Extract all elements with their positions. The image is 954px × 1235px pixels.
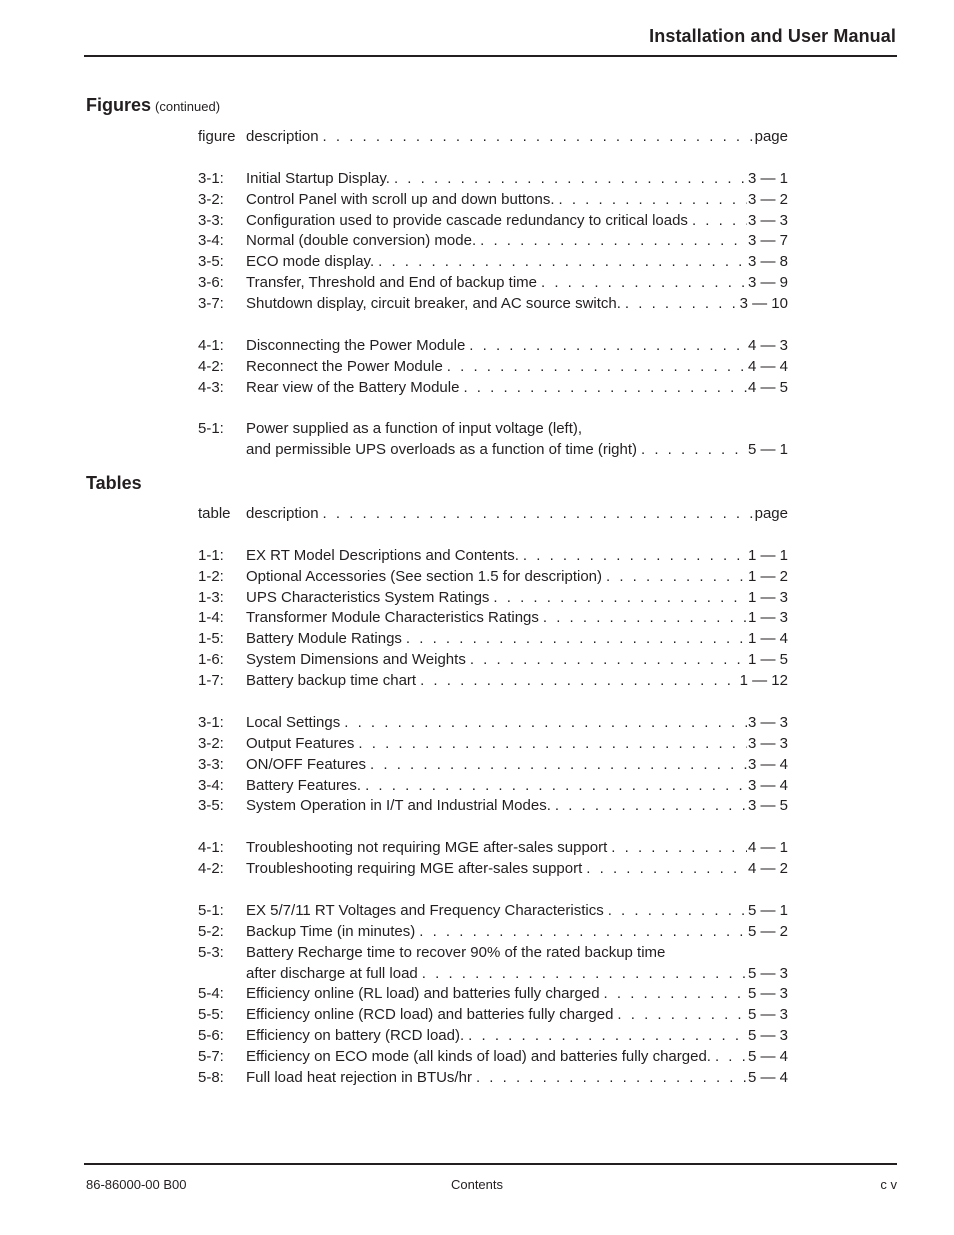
dot-leader [480, 231, 747, 252]
entry-description: Efficiency online (RCD load) and batteries fully charged [246, 1006, 614, 1024]
entry-number: 4-1: [198, 336, 224, 354]
dot-leader [419, 922, 747, 943]
group-spacer [198, 525, 788, 546]
entry-fill [246, 169, 748, 190]
toc-entry [198, 796, 788, 817]
dot-leader [586, 859, 747, 880]
entry-number: 1-2: [198, 567, 224, 585]
entry-number: 5-2: [198, 922, 224, 940]
toc-entry [198, 1005, 788, 1026]
entry-page: 3 — 4 [747, 776, 788, 794]
figures-title: Figures [86, 95, 152, 115]
entry-page: 3 — 5 [747, 797, 788, 815]
entry-page: 3 — 1 [747, 169, 788, 187]
entry-fill [246, 964, 748, 985]
entry-page: 3 — 10 [739, 295, 788, 313]
entry-page: 5 — 3 [747, 1006, 788, 1024]
entry-number: 3-6: [198, 274, 224, 292]
entry-description: Efficiency on battery (RCD load). [246, 1027, 465, 1045]
entry-fill [246, 1068, 748, 1089]
entry-fill [246, 190, 748, 211]
dot-leader [358, 734, 747, 755]
toc-entry [198, 734, 788, 755]
entry-page: 1 — 3 [747, 609, 788, 627]
entry-fill [246, 378, 748, 399]
entry-page: 4 — 3 [747, 336, 788, 354]
entry-fill [246, 755, 748, 776]
entry-description: EX 5/7/11 RT Voltages and Frequency Characteristics [246, 901, 604, 919]
entry-number: 1-5: [198, 630, 224, 648]
footer-section: Contents [450, 1177, 504, 1192]
entry-page: 4 — 4 [747, 357, 788, 375]
entry-description: Power supplied as a function of input voltage (left), [246, 420, 583, 438]
toc-entry [198, 546, 788, 567]
figures-subtitle: (continued) [155, 99, 221, 114]
entry-description: Battery backup time chart [246, 672, 417, 690]
entry-description: Configuration used to provide cascade redundancy to critical loads [246, 211, 688, 229]
column-header-fill [246, 504, 755, 525]
entry-fill [246, 796, 748, 817]
entry-number: 3-5: [198, 797, 224, 815]
entry-page: 3 — 9 [747, 274, 788, 292]
entry-page: 1 — 12 [739, 672, 788, 690]
entry-fill [246, 294, 740, 315]
toc-entry [198, 713, 788, 734]
entry-page: 3 — 7 [747, 232, 788, 250]
entry-number: 5-4: [198, 985, 224, 1003]
entry-fill [246, 629, 748, 650]
entry-number: 5-3: [198, 943, 224, 961]
dot-leader [541, 273, 747, 294]
toc-entry [198, 419, 788, 440]
entry-page: 4 — 1 [747, 839, 788, 857]
entry-page: 3 — 3 [747, 713, 788, 731]
entry-fill [246, 1026, 748, 1047]
column-number-label: table [198, 505, 231, 522]
dot-leader [523, 546, 747, 567]
entry-page: 5 — 3 [747, 964, 788, 982]
entry-description: Disconnecting the Power Module [246, 336, 466, 354]
group-spacer [198, 148, 788, 169]
entry-fill [246, 671, 740, 692]
entry-fill [246, 1005, 748, 1026]
entry-fill [246, 859, 748, 880]
toc-entry [198, 190, 788, 211]
column-page-label: page [754, 128, 788, 145]
entry-description: System Dimensions and Weights [246, 651, 466, 669]
toc-entry [198, 650, 788, 671]
entry-number: 3-5: [198, 253, 224, 271]
entry-page: 5 — 4 [747, 1048, 788, 1066]
dot-leader [422, 964, 747, 985]
entry-number: 4-2: [198, 860, 224, 878]
entry-fill [246, 440, 748, 461]
dot-leader [715, 1047, 747, 1068]
entry-description: Optional Accessories (See section 1.5 for description) [246, 567, 603, 585]
entry-number: 5-1: [198, 901, 224, 919]
entry-page: 4 — 2 [747, 860, 788, 878]
toc-entry [198, 273, 788, 294]
toc-entry [198, 588, 788, 609]
entry-fill [246, 588, 748, 609]
dot-leader [323, 504, 754, 525]
toc-entry [198, 336, 788, 357]
entry-number: 3-2: [198, 190, 224, 208]
entry-description: EX RT Model Descriptions and Contents. [246, 546, 519, 564]
dot-leader [420, 671, 739, 692]
dot-leader [476, 1068, 747, 1089]
entry-fill [246, 336, 748, 357]
entry-page: 5 — 4 [747, 1069, 788, 1087]
dot-leader [604, 984, 747, 1005]
dot-leader [555, 796, 747, 817]
entry-number: 3-2: [198, 734, 224, 752]
entry-description-continued: and permissible UPS overloads as a function of time (right) [246, 441, 638, 459]
dot-leader [606, 567, 747, 588]
toc-entry [198, 943, 788, 964]
entry-page: 5 — 1 [747, 441, 788, 459]
toc-column-header [198, 504, 788, 525]
entry-page: 3 — 3 [747, 211, 788, 229]
entry-number: 1-1: [198, 546, 224, 564]
entry-description: Transformer Module Characteristics Ratings [246, 609, 539, 627]
entry-fill [246, 608, 748, 629]
entry-description: Efficiency online (RL load) and batteries fully charged [246, 985, 600, 1003]
entry-number: 1-7: [198, 672, 224, 690]
entry-page: 5 — 3 [747, 985, 788, 1003]
entry-number: 1-4: [198, 609, 224, 627]
dot-leader [378, 252, 747, 273]
dot-leader [493, 588, 747, 609]
entry-description-continued: after discharge at full load [246, 964, 418, 982]
entry-page: 1 — 3 [747, 588, 788, 606]
toc-entry-continued [198, 440, 788, 461]
entry-number: 1-3: [198, 588, 224, 606]
dot-leader [692, 211, 747, 232]
toc-entry [198, 211, 788, 232]
entry-fill [246, 567, 748, 588]
entry-description: Backup Time (in minutes) [246, 922, 416, 940]
entry-page: 3 — 2 [747, 190, 788, 208]
column-description-label: description [246, 505, 319, 522]
entry-number: 5-8: [198, 1069, 224, 1087]
entry-number: 4-1: [198, 839, 224, 857]
column-header-fill [246, 127, 755, 148]
manual-title: Installation and User Manual [649, 26, 896, 46]
dot-leader [344, 713, 747, 734]
entry-fill [246, 838, 748, 859]
group-spacer [198, 880, 788, 901]
entry-description: Reconnect the Power Module [246, 357, 443, 375]
entry-description: Efficiency on ECO mode (all kinds of load) and batteries fully charged. [246, 1048, 711, 1066]
dot-leader [625, 294, 739, 315]
entry-fill [246, 546, 748, 567]
entry-fill [246, 252, 748, 273]
entry-page: 3 — 3 [747, 734, 788, 752]
entry-description: UPS Characteristics System Ratings [246, 588, 490, 606]
toc-entry [198, 294, 788, 315]
group-spacer [198, 817, 788, 838]
group-spacer [198, 315, 788, 336]
entry-page: 1 — 2 [747, 567, 788, 585]
entry-description: ECO mode display. [246, 253, 375, 271]
dot-leader [394, 169, 747, 190]
entry-description: System Operation in I/T and Industrial Modes. [246, 797, 551, 815]
entry-number: 3-3: [198, 755, 224, 773]
entry-fill [246, 650, 748, 671]
toc-entry [198, 1047, 788, 1068]
toc-entry [198, 231, 788, 252]
entry-page: 4 — 5 [747, 378, 788, 396]
entry-fill [246, 984, 748, 1005]
entry-number: 4-2: [198, 357, 224, 375]
footer-rule [84, 1163, 897, 1165]
dot-leader [608, 901, 747, 922]
dot-leader [611, 838, 747, 859]
entry-description: Shutdown display, circuit breaker, and AC source switch. [246, 295, 621, 313]
figures-heading [86, 95, 220, 116]
toc-entry [198, 1026, 788, 1047]
column-number-label: figure [198, 128, 236, 145]
entry-fill [246, 713, 748, 734]
tables-title: Tables [86, 473, 142, 493]
column-description-label: description [246, 128, 319, 145]
footer-doc-number: 86-86000-00 B00 [86, 1177, 187, 1192]
entry-page: 1 — 1 [747, 546, 788, 564]
figures-list [198, 127, 788, 461]
entry-number: 3-4: [198, 232, 224, 250]
entry-fill [246, 734, 748, 755]
toc-column-header [198, 127, 788, 148]
toc-entry [198, 608, 788, 629]
entry-description: ON/OFF Features [246, 755, 367, 773]
dot-leader [370, 755, 747, 776]
entry-page: 5 — 2 [747, 922, 788, 940]
entry-page: 5 — 3 [747, 1027, 788, 1045]
entry-description: Transfer, Threshold and End of backup time [246, 274, 537, 292]
dot-leader [543, 608, 747, 629]
entry-description: Troubleshooting not requiring MGE after-sales support [246, 839, 608, 857]
entry-page: 1 — 5 [747, 651, 788, 669]
entry-number: 3-1: [198, 169, 224, 187]
header-rule [84, 55, 897, 57]
entry-number: 3-4: [198, 776, 224, 794]
entry-number: 3-3: [198, 211, 224, 229]
toc-entry [198, 671, 788, 692]
toc-entry [198, 922, 788, 943]
dot-leader [365, 776, 747, 797]
footer-page-number: c v [880, 1177, 897, 1192]
dot-leader [470, 650, 747, 671]
group-spacer [198, 692, 788, 713]
entry-fill [246, 1047, 748, 1068]
dot-leader [469, 336, 747, 357]
entry-number: 5-7: [198, 1048, 224, 1066]
dot-leader [406, 629, 747, 650]
toc-entry [198, 169, 788, 190]
entry-number: 4-3: [198, 378, 224, 396]
dot-leader [617, 1005, 747, 1026]
dot-leader [447, 357, 747, 378]
entry-description: Troubleshooting requiring MGE after-sales support [246, 860, 583, 878]
column-page-label: page [754, 505, 788, 522]
entry-fill [246, 357, 748, 378]
group-spacer [198, 399, 788, 420]
entry-description: Battery Recharge time to recover 90% of the rated backup time [246, 943, 666, 961]
tables-heading [86, 473, 142, 494]
dot-leader [323, 127, 754, 148]
toc-entry [198, 901, 788, 922]
entry-number: 5-6: [198, 1027, 224, 1045]
toc-entry [198, 859, 788, 880]
toc-entry-continued [198, 964, 788, 985]
toc-entry [198, 838, 788, 859]
entry-fill [246, 901, 748, 922]
dot-leader [559, 190, 747, 211]
entry-fill [246, 273, 748, 294]
dot-leader [468, 1026, 747, 1047]
entry-description: Battery Module Ratings [246, 630, 402, 648]
toc-entry [198, 378, 788, 399]
toc-entry [198, 755, 788, 776]
dot-leader [463, 378, 747, 399]
entry-page: 3 — 8 [747, 253, 788, 271]
dot-leader [641, 440, 747, 461]
entry-description: Normal (double conversion) mode. [246, 232, 477, 250]
entry-number: 3-1: [198, 713, 224, 731]
entry-fill [246, 922, 748, 943]
entry-number: 3-7: [198, 295, 224, 313]
entry-description: Output Features [246, 734, 355, 752]
entry-description: Full load heat rejection in BTUs/hr [246, 1069, 472, 1087]
entry-number: 5-5: [198, 1006, 224, 1024]
tables-list [198, 504, 788, 1089]
toc-entry [198, 1068, 788, 1089]
toc-entry [198, 776, 788, 797]
toc-entry [198, 252, 788, 273]
toc-entry [198, 357, 788, 378]
entry-description: Battery Features. [246, 776, 362, 794]
entry-description: Control Panel with scroll up and down buttons. [246, 190, 555, 208]
toc-entry [198, 567, 788, 588]
entry-description: Local Settings [246, 713, 341, 731]
entry-description: Initial Startup Display. [246, 169, 390, 187]
entry-page: 5 — 1 [747, 901, 788, 919]
entry-fill [246, 211, 748, 232]
entry-page: 1 — 4 [747, 630, 788, 648]
entry-number: 1-6: [198, 651, 224, 669]
toc-entry [198, 629, 788, 650]
entry-description: Rear view of the Battery Module [246, 378, 460, 396]
entry-fill [246, 776, 748, 797]
toc-entry [198, 984, 788, 1005]
entry-page: 3 — 4 [747, 755, 788, 773]
entry-number: 5-1: [198, 420, 224, 438]
entry-fill [246, 231, 748, 252]
